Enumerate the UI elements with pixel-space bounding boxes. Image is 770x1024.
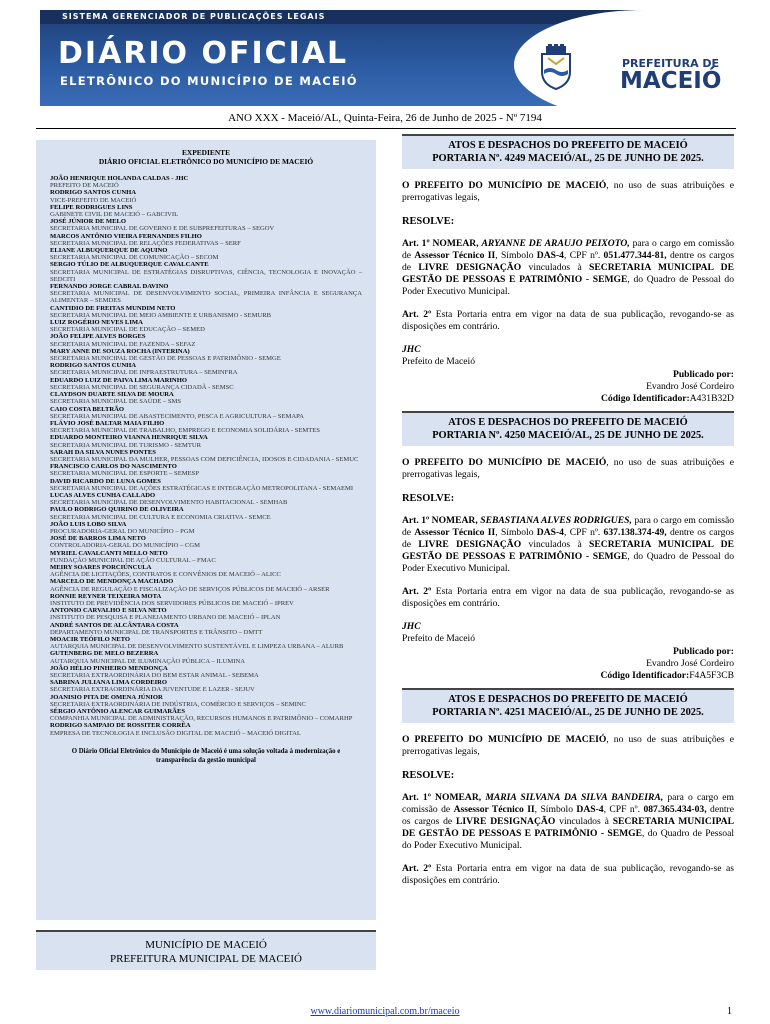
simbolo: DAS-4 bbox=[536, 250, 564, 261]
cargo: Assessor Técnico II bbox=[414, 527, 496, 538]
staff-role: SECRETARIA MUNICIPAL DE TRABALHO, EMPREGO E ECONOMIA SOLIDÁRIA - SEMTES bbox=[50, 427, 320, 435]
cargo: Assessor Técnico II bbox=[414, 250, 496, 261]
portaria-number: PORTARIA Nº. 4250 MACEIÓ/AL, 25 DE JUNHO DE 2025. bbox=[432, 429, 704, 441]
resolve-label: RESOLVE: bbox=[402, 770, 455, 781]
staff-role: SECRETARIA MUNICIPAL DE GOVERNO E DE SUBPREFEITURAS – SEGOV bbox=[50, 225, 275, 233]
staff-name: FRANCISCO CARLOS DO NASCIMENTO bbox=[50, 463, 177, 471]
staff-name: PAULO RODRIGO QUIRINO DE OLIVEIRA bbox=[50, 506, 184, 514]
portaria-number: PORTARIA Nº. 4249 MACEIÓ/AL, 25 DE JUNHO DE 2025. bbox=[432, 152, 704, 164]
staff-name: EDUARDO MONTEIRO VIANNA HENRIQUE SILVA bbox=[50, 434, 208, 442]
simbolo: DAS-4 bbox=[536, 527, 564, 538]
nominee-name: ARYANNE DE ARAUJO PEIXOTO, bbox=[481, 238, 630, 249]
art1-text-c: , CPF nº. bbox=[563, 527, 604, 538]
art2-text: Esta Portaria entra em vigor na data de sua publicação, revogando-se as disposições em contrário. bbox=[402, 863, 734, 886]
livre-designacao: LIVRE DESIGNAÇÃO bbox=[456, 816, 556, 827]
staff-name: MARCOS ANTÔNIO VIEIRA FERNANDES FILHO bbox=[50, 232, 202, 240]
nominee-name: SEBASTIANA ALVES RODRIGUES, bbox=[480, 515, 632, 526]
staff-name: EDUARDO LUIZ DE PAIVA LIMA MARINHO bbox=[50, 376, 187, 384]
cpf: 087.365.434-03, bbox=[643, 804, 707, 815]
staff-name: FLÁVIO JOSÉ BALTAR MAIA FILHO bbox=[50, 419, 165, 427]
staff-role: CONTROLADORIA-GERAL DO MUNICÍPIO – CGM bbox=[50, 542, 200, 550]
staff-role: PREFEITO DE MACEIÓ bbox=[50, 182, 119, 190]
art1-text-a: para o cargo em comissão de bbox=[402, 792, 735, 815]
staff-role: SECRETARIA EXTRAORDINÁRIA DA JUVENTUDE E LAZER - SEJUV bbox=[50, 686, 255, 694]
art1-text-d: dentre os cargos de bbox=[402, 804, 734, 827]
resolve-label: RESOLVE: bbox=[402, 493, 455, 504]
art1-text-a: para o cargo em comissão de bbox=[402, 515, 735, 538]
livre-designacao: LIVRE DESIGNAÇÃO bbox=[418, 539, 522, 550]
staff-name: JOÃO HENRIQUE HOLANDA CALDAS - JHC bbox=[50, 175, 189, 182]
staff-name: RONNIE REYNER TEIXEIRA MOTA bbox=[50, 592, 162, 600]
article-2 bbox=[402, 586, 734, 610]
simbolo: DAS-4 bbox=[576, 804, 604, 815]
staff-role: EMPRESA DE TECNOLOGIA E INCLUSÃO DIGITAL DE MACEIÓ – MACEIÓ DIGITAL bbox=[50, 729, 301, 737]
secretaria: SECRETARIA MUNICIPAL DE GESTÃO DE PESSOAS E PATRIMÔNIO - SEMGE bbox=[402, 816, 734, 839]
staff-name: LUCAS ALVES CUNHA CALLADO bbox=[50, 491, 156, 499]
identifier-row bbox=[402, 393, 734, 405]
publication-info bbox=[402, 369, 734, 405]
portaria-block bbox=[402, 688, 734, 887]
staff-name: MEIRY SOARES PORCIÚNCULA bbox=[50, 563, 152, 571]
header-banner bbox=[40, 10, 734, 106]
portaria-header bbox=[402, 688, 734, 723]
expediente-subtitle: DIÁRIO OFICIAL ELETRÔNICO DO MUNICÍPIO DE MACEIÓ bbox=[98, 157, 314, 166]
published-by-label: Publicado por: bbox=[672, 646, 734, 657]
city-crest-icon bbox=[538, 44, 574, 90]
nominee-name: MARIA SILVANA DA SILVA BANDEIRA, bbox=[485, 792, 664, 803]
staff-role: SECRETARIA MUNICIPAL DE ESTRATÉGIAS DISRUPTIVAS, CIÊNCIA, TECNOLOGIA E INOVAÇÃO – SEDCITI bbox=[50, 268, 362, 283]
art1-text-d: dentre os cargos de bbox=[402, 527, 734, 550]
published-by-label: Publicado por: bbox=[672, 369, 734, 380]
municipio-box bbox=[36, 930, 376, 970]
art1-label: Art. 1º NOMEAR, bbox=[402, 792, 482, 803]
art1-text-a: para o cargo em comissão de bbox=[402, 238, 735, 261]
staff-role: SECRETARIA EXTRAORDINÁRIA DO BEM ESTAR ANIMAL - SEBEMA bbox=[50, 672, 259, 680]
staff-name: JOANISIO PITA DE OMENA JÚNIOR bbox=[50, 693, 163, 701]
issue-line: ANO XXX - Maceió/AL, Quinta-Feira, 26 de Junho de 2025 - Nº 7194 bbox=[228, 112, 542, 124]
signer: JHC bbox=[402, 344, 421, 355]
intro-text: , no uso de suas atribuições e prerrogativas legais, bbox=[402, 734, 734, 757]
intro-text: , no uso de suas atribuições e prerrogativas legais, bbox=[402, 457, 734, 480]
staff-name: CLAYDSON DUARTE SILVA DE MOURA bbox=[50, 391, 174, 399]
staff-role: INSTITUTO DE PREVIDÊNCIA DOS SERVIDORES PÚBLICOS DE MACEIÓ – IPREV bbox=[50, 599, 294, 607]
identifier-code: A431B32D bbox=[689, 393, 734, 404]
article-1 bbox=[402, 515, 734, 575]
publisher-name: Evandro José Cordeiro bbox=[646, 658, 734, 669]
staff-role: SECRETARIA MUNICIPAL DE RELAÇÕES FEDERATIVAS – SERF bbox=[50, 239, 241, 247]
staff-role: VICE-PREFEITO DE MACEIÓ bbox=[50, 196, 137, 204]
staff-role: SECRETARIA MUNICIPAL DE TURISMO - SEMTUR bbox=[50, 441, 202, 449]
secretaria: SECRETARIA MUNICIPAL DE GESTÃO DE PESSOAS E PATRIMÔNIO - SEMGE bbox=[402, 539, 734, 562]
staff-name: DAVID RICARDO DE LUNA GOMES bbox=[50, 477, 161, 485]
portaria-intro bbox=[402, 457, 734, 481]
article-2 bbox=[402, 309, 734, 333]
staff-role: DEPARTAMENTO MUNICIPAL DE TRANSPORTES E TRÂNSITO – DMTT bbox=[50, 628, 263, 636]
art2-label: Art. 2º bbox=[402, 586, 432, 597]
staff-role: SECRETARIA MUNICIPAL DE ESPORTE – SEMESP bbox=[50, 470, 199, 478]
identifier-code: F4A5F3CB bbox=[689, 670, 734, 681]
staff-role: SECRETARIA MUNICIPAL DE FAZENDA – SEFAZ bbox=[50, 340, 196, 348]
staff-name: LUIZ ROGÉRIO NEVES LIMA bbox=[50, 319, 143, 327]
expediente-footnote: O Diário Oficial Eletrônico do Município de Maceió é uma solução voltada à modernização e transparência da gestão municipal bbox=[71, 747, 341, 764]
livre-designacao: LIVRE DESIGNAÇÃO bbox=[418, 262, 522, 273]
portaria-section-title: ATOS E DESPACHOS DO PREFEITO DE MACEIÓ bbox=[448, 417, 688, 428]
art1-text-c: , CPF nº. bbox=[603, 804, 644, 815]
staff-role: SECRETARIA MUNICIPAL DE ABASTECIMENTO, PESCA E AGRICULTURA – SEMAPA bbox=[50, 412, 304, 420]
signer: JHC bbox=[402, 621, 421, 632]
staff-name: MARCELO DE MENDONÇA MACHADO bbox=[50, 578, 174, 586]
expediente-title: EXPEDIENTE bbox=[181, 148, 231, 157]
portaria-intro bbox=[402, 734, 734, 758]
staff-name: MYRIEL CAVALCANTI MELLO NETO bbox=[50, 549, 168, 557]
portaria-section-title: ATOS E DESPACHOS DO PREFEITO DE MACEIÓ bbox=[448, 140, 688, 151]
newspaper-title: DIÁRIO OFICIAL bbox=[58, 36, 349, 71]
art2-label: Art. 2º bbox=[402, 309, 432, 320]
portaria-intro bbox=[402, 180, 734, 204]
staff-name: ELIANE ALBUQUERQUE DE AQUINO bbox=[50, 247, 168, 255]
staff-role: SECRETARIA EXTRAORDINÁRIA DE INDÚSTRIA, COMÉRCIO E SERVIÇOS – SEMINC bbox=[50, 700, 306, 708]
intro-bold: O PREFEITO DO MUNICÍPIO DE MACEIÓ bbox=[402, 180, 607, 191]
expediente-heading bbox=[50, 148, 362, 166]
staff-list bbox=[50, 175, 362, 737]
staff-name: GUTENBERG DE MELO BEZERRA bbox=[50, 650, 159, 658]
portaria-block bbox=[402, 134, 734, 405]
publication-info bbox=[402, 646, 734, 682]
staff-role: SECRETARIA MUNICIPAL DE GESTÃO DE PESSOAS E PATRIMÔNIO - SEMGE bbox=[50, 355, 281, 363]
intro-text: , no uso de suas atribuições e prerrogativas legais, bbox=[402, 180, 734, 203]
prefeitura-city: MACEIÓ bbox=[620, 68, 722, 94]
art1-text-f: , do Quadro de Pessoal do Poder Executivo Municipal. bbox=[402, 828, 734, 851]
secretaria: SECRETARIA MUNICIPAL DE GESTÃO DE PESSOAS E PATRIMÔNIO - SEMGE bbox=[402, 262, 734, 285]
staff-name: JOÃO FELIPE ALVES BORGES bbox=[50, 333, 146, 341]
art1-text-e: vinculados à bbox=[521, 539, 590, 550]
signer-title: Prefeito de Maceió bbox=[402, 633, 475, 644]
art1-text-f: , do Quadro de Pessoal do Poder Executivo Municipal. bbox=[402, 274, 735, 297]
portaria-header bbox=[402, 134, 734, 169]
art1-text-b: , Símbolo bbox=[495, 527, 537, 538]
staff-name: SÉRGIO ANTÔNIO ALENCAR GUIMARÃES bbox=[50, 708, 186, 716]
cpf: 637.138.374-49, bbox=[603, 527, 667, 538]
staff-role: SECRETARIA MUNICIPAL DE MEIO AMBIENTE E URBANISMO - SEMURB bbox=[50, 311, 271, 319]
identifier-label: Código Identificador: bbox=[600, 670, 690, 681]
art1-text-d: dentre os cargos de bbox=[402, 250, 734, 273]
staff-role: SECRETARIA MUNICIPAL DE CULTURA E ECONOMIA CRIATIVA - SEMCE bbox=[50, 513, 271, 521]
newspaper-subtitle: ELETRÔNICO DO MUNICÍPIO DE MACEIÓ bbox=[60, 74, 358, 88]
staff-role: SECRETARIA MUNICIPAL DE SAÚDE – SMS bbox=[50, 398, 182, 406]
staff-role: FUNDAÇÃO MUNICIPAL DE AÇÃO CULTURAL – FMAC bbox=[50, 556, 216, 564]
staff-role: AGÊNCIA DE LICITAÇÕES, CONTRATOS E CONVÊNIOS DE MACEIÓ – ALICC bbox=[50, 571, 281, 579]
staff-name: ANDRÉ SANTOS DE ALCÂNTARA COSTA bbox=[50, 621, 179, 629]
staff-name: MARY ANNE DE SOUZA ROCHA (INTERINA) bbox=[50, 347, 190, 355]
portaria-block bbox=[402, 411, 734, 682]
staff-name: JOSÉ JÚNIOR DE MELO bbox=[50, 218, 127, 226]
staff-role: INSTITUTO DE PESQUISA E PLANEJAMENTO URBANO DE MACEIÓ – IPLAN bbox=[50, 614, 281, 622]
signer-title: Prefeito de Maceió bbox=[402, 356, 475, 367]
staff-name: RODRIGO SANTOS CUNHA bbox=[50, 362, 136, 370]
expediente-panel bbox=[36, 140, 376, 920]
staff-name: SERGIO TÚLIO DE ALBUQUERQUE CAVALCANTE bbox=[50, 261, 209, 269]
staff-name: RODRIGO SANTOS CUNHA bbox=[50, 189, 136, 197]
staff-role: GABINETE CIVIL DE MACEIÓ – GABCIVIL bbox=[50, 211, 179, 219]
art2-text: Esta Portaria entra em vigor na data de sua publicação, revogando-se as disposições em contrário. bbox=[402, 586, 734, 609]
municipio-line1: MUNICÍPIO DE MACEIÓ bbox=[145, 939, 267, 951]
staff-role: COMPANHIA MUNICIPAL DE ADMINISTRAÇÃO, RECURSOS HUMANOS E PATRIMÔNIO – COMARHP bbox=[50, 715, 353, 723]
art1-text-b: , Símbolo bbox=[495, 250, 537, 261]
article-1 bbox=[402, 238, 734, 298]
staff-role: AUTARQUIA MUNICIPAL DE ILUMINAÇÃO PÚBLICA – ILUMINA bbox=[50, 657, 245, 665]
staff-role: PROCURADORIA-GERAL DO MUNICÍPIO – PGM bbox=[50, 527, 195, 535]
art1-label: Art. 1º NOMEAR, bbox=[402, 238, 479, 249]
page-number: 1 bbox=[727, 1006, 732, 1017]
staff-role: SECRETARIA MUNICIPAL DE INFRAESTRUTURA – SEMINFRA bbox=[50, 369, 238, 377]
portaria-number: PORTARIA Nº. 4251 MACEIÓ/AL, 25 DE JUNHO DE 2025. bbox=[432, 706, 704, 718]
art2-text: Esta Portaria entra em vigor na data de sua publicação, revogando-se as disposições em contrário. bbox=[402, 309, 734, 332]
staff-name: CANTIDIO DE FREITAS MUNDIM NETO bbox=[50, 304, 176, 312]
art1-text-e: vinculados à bbox=[555, 816, 613, 827]
staff-name: FERNANDO JORGE CABRAL DAVINO bbox=[50, 283, 169, 291]
staff-name: JOÃO HÉLIO PINHEIRO MENDONÇA bbox=[50, 664, 168, 672]
article-2 bbox=[402, 863, 734, 887]
art1-text-f: , do Quadro de Pessoal do Poder Executivo Municipal. bbox=[402, 551, 735, 574]
cpf: 051.477.344-81, bbox=[603, 250, 667, 261]
staff-role: SECRETARIA MUNICIPAL DE DESENVOLVIMENTO HABITACIONAL - SEMHAB bbox=[50, 499, 288, 507]
staff-role: SECRETARIA MUNICIPAL DE COMUNICAÇÃO – SECOM bbox=[50, 254, 219, 262]
portaria-section-title: ATOS E DESPACHOS DO PREFEITO DE MACEIÓ bbox=[448, 694, 688, 705]
staff-name: MOACIR TEÓFILO NETO bbox=[50, 636, 130, 643]
intro-bold: O PREFEITO DO MUNICÍPIO DE MACEIÓ bbox=[402, 734, 607, 745]
resolve-label: RESOLVE: bbox=[402, 216, 455, 227]
identifier-row bbox=[402, 670, 734, 682]
footer-url-link[interactable]: www.diariomunicipal.com.br/maceio bbox=[310, 1006, 460, 1017]
staff-name: SARAH DA SILVA NUNES PONTES bbox=[50, 448, 156, 456]
portarias-column bbox=[402, 134, 734, 893]
staff-role: SECRETARIA MUNICIPAL DE AÇÕES ESTRATÉGICAS E INTEGRAÇÃO METROPOLITANA - SEMAEMI bbox=[50, 484, 354, 492]
staff-role: SECRETARIA MUNICIPAL DE EDUCAÇÃO – SEMED bbox=[50, 326, 205, 334]
system-name: SISTEMA GERENCIADOR DE PUBLICAÇÕES LEGAIS bbox=[62, 12, 326, 21]
staff-role: SECRETARIA MUNICIPAL DE DESENVOLVIMENTO SOCIAL, PRIMEIRA INFÂNCIA E SEGURANÇA ALIMENTAR – SEMDES bbox=[50, 290, 362, 305]
staff-name: FELIPE RODRIGUES LINS bbox=[50, 203, 133, 211]
art1-text-b: , Símbolo bbox=[534, 804, 577, 815]
municipio-line2: PREFEITURA MUNICIPAL DE MACEIÓ bbox=[109, 953, 302, 965]
staff-name: JOÃO LUIS LOBO SILVA bbox=[50, 520, 127, 528]
art2-label: Art. 2º bbox=[402, 863, 432, 874]
staff-name: CAIO COSTA BELTRÃO bbox=[50, 405, 125, 413]
identifier-label: Código Identificador: bbox=[601, 393, 690, 404]
cargo: Assessor Técnico II bbox=[453, 804, 535, 815]
prefeitura-label: PREFEITURA DE bbox=[622, 57, 720, 70]
art1-text-c: , CPF nº. bbox=[563, 250, 604, 261]
header-divider bbox=[36, 128, 736, 129]
staff-name: ANTONIO CARVALHO E SILVA NETO bbox=[50, 607, 167, 615]
footer bbox=[0, 1006, 770, 1017]
staff-role: AGÊNCIA DE REGULAÇÃO E FISCALIZAÇÃO DE SERVIÇOS PÚBLICOS DE MACEIÓ – ARSER bbox=[50, 585, 330, 593]
art1-text-e: vinculados à bbox=[521, 262, 590, 273]
staff-name: RODRIGO SAMPAIO DE ROSSITER CORRÊA bbox=[50, 722, 191, 730]
intro-bold: O PREFEITO DO MUNICÍPIO DE MACEIÓ bbox=[402, 457, 607, 468]
art1-label: Art. 1º NOMEAR, bbox=[402, 515, 478, 526]
staff-name: SABRINA JULIANA LIMA CORDEIRO bbox=[50, 679, 168, 687]
portaria-header bbox=[402, 411, 734, 446]
staff-role: AUTARQUIA MUNICIPAL DE DESENVOLVIMENTO SUSTENTÁVEL E LIMPEZA URBANA – ALURB bbox=[50, 643, 344, 651]
staff-name: JOSÉ DE BARROS LIMA NETO bbox=[50, 535, 146, 543]
article-1 bbox=[402, 792, 734, 852]
staff-role: SECRETARIA MUNICIPAL DE SEGURANÇA CIDADÃ - SEMSC bbox=[50, 383, 234, 391]
publisher-name: Evandro José Cordeiro bbox=[646, 381, 734, 392]
staff-role: SECRETARIA MUNICIPAL DA MULHER, PESSOAS COM DEFICIÊNCIA, IDOSOS E CIDADANIA - SEMUC bbox=[50, 455, 359, 463]
